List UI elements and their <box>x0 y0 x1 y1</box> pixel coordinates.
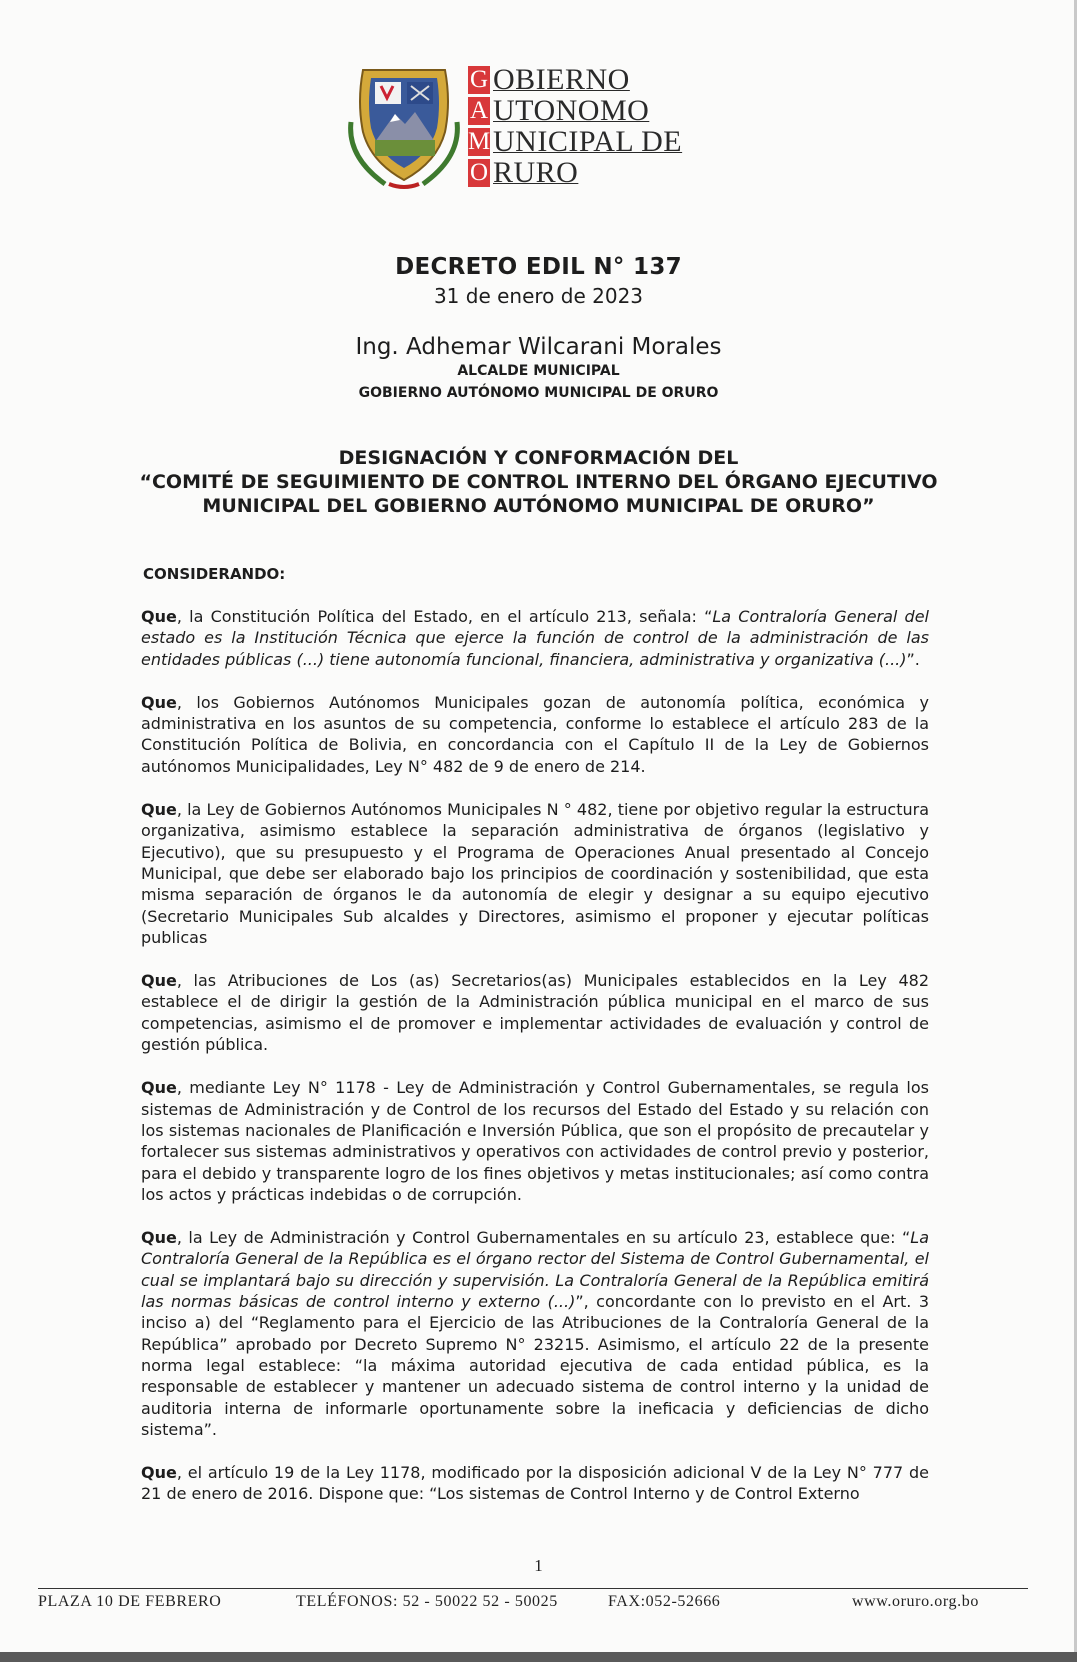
paragraph-text: , la Constitución Política del Estado, en el artículo 213, señala: “ <box>176 607 713 626</box>
considerando-paragraph <box>141 1227 929 1440</box>
considerando-paragraph <box>141 1077 929 1205</box>
footer-divider <box>38 1588 1028 1589</box>
subject-line: MUNICIPAL DEL GOBIERNO AUTÓNOMO MUNICIPAL DE ORURO” <box>202 495 875 517</box>
municipal-logo <box>345 62 730 194</box>
document-body <box>141 606 929 1527</box>
subject-line: “COMITÉ DE SEGUIMIENTO DE CONTROL INTERNO DEL ÓRGANO EJECUTIVO <box>139 471 938 493</box>
paragraph-lead: Que <box>141 1078 177 1098</box>
institution-name-line: UNICIPAL DE <box>493 125 683 158</box>
considerando-heading: CONSIDERANDO: <box>143 565 286 583</box>
paragraph-lead: Que <box>141 607 177 626</box>
considerando-paragraph <box>141 1462 929 1505</box>
paragraph-lead: Que <box>141 1463 177 1483</box>
paragraph-text: ”, concordante con lo previsto en el Art. 3 inciso a) del “Reglamento para el Ejercicio de las Atribuciones de la Contraloría General de la República” aprobado por Decreto Supremo N° 23215. Asimismo, el artículo 22 de la presente norma legal establece: “la máxima autoridad ejecutiva de cada entidad pública, es la responsable de establecer y mantener un adecuado sistema de control interno y la unidad de auditoria interna de informarle oportunamente sobre la ineficacia y deficiencias de dicho sistema”. <box>141 1292 929 1439</box>
considerando-paragraph <box>141 692 929 777</box>
paragraph-quote: La Contraloría General de la República es el órgano rector del Sistema de Control Gubernamental, el cual se implantará bajo su dirección y supervisión. La Contraloría General de la República emitirá las normas básicas de control interno y externo (...) <box>141 1228 929 1312</box>
paragraph-lead: Que <box>141 971 177 991</box>
institution-name <box>493 63 683 190</box>
organization-name: GOBIERNO AUTÓNOMO MUNICIPAL DE ORURO <box>358 385 719 401</box>
institution-name-line: RURO <box>493 156 579 189</box>
decree-date: 31 de enero de 2023 <box>433 284 644 308</box>
acronym-letter: M <box>468 128 491 155</box>
decree-title: DECRETO EDIL N° 137 <box>395 254 682 280</box>
paragraph-text: ”. <box>906 649 920 669</box>
paragraph-text: , el artículo 19 de la Ley 1178, modificado por la disposición adicional V de la Ley N° 777 de 21 de enero de 2016. Dispone que: “Los sistemas de Control Interno y de Control Externo <box>141 1463 929 1504</box>
footer-address: PLAZA 10 DE FEBRERO <box>38 1593 222 1610</box>
considerando-paragraph <box>141 970 929 1055</box>
footer-fax: FAX:052-52666 <box>608 1593 721 1610</box>
paragraph-text: , mediante Ley N° 1178 - Ley de Administración y Control Gubernamentales, se regula los sistemas de Administración y de Control de los recursos del Estado del Estado y su relación con los sistemas nacionales de Planificación e Inversión Pública, que son el propósito de precautelar y fortalecer sus sistemas administrativos y operativos con actividades de control previo y posterior, para el debido y transparente logro de los fines objetivos y metas institucionales; así como contra los actos y prácticas indebidas o de corrupción. <box>141 1078 929 1204</box>
acronym-column <box>468 66 490 190</box>
subject-line: DESIGNACIÓN Y CONFORMACIÓN DEL <box>338 447 739 469</box>
paragraph-text: , la Ley de Gobiernos Autónomos Municipales N ° 482, tiene por objetivo regular la estructura organizativa, asimismo establece la separación administrativa de órganos (legislativo y Ejecutivo), que su presupuesto y el Programa de Operaciones Anual presentado al Concejo Municipal, que debe ser elaborado bajo los principios de coordinación y sostenibilidad, que esta misma separación de órganos le da autonomía de elegir y designar a su equipo ejecutivo (Secretario Municipales Sub alcaldes y Directores, asimismo el proponer y ejecutar políticas publicas <box>141 800 929 947</box>
paragraph-quote: La Contraloría General del estado es la Institución Técnica que ejerce la función de control de la administración de las entidades públicas (...) tiene autonomía funcional, financiera, administrativa y organizativa (...) <box>141 607 929 669</box>
paragraph-lead: Que <box>141 692 177 712</box>
paragraph-text: , la Ley de Administración y Control Gubernamentales en su artículo 23, establece que: “ <box>176 1228 911 1248</box>
official-role: ALCALDE MUNICIPAL <box>457 363 620 379</box>
paragraph-lead: Que <box>141 800 177 820</box>
paragraph-text: , las Atribuciones de Los (as) Secretarios(as) Municipales establecidos en la Ley 482 establece el de dirigir la gestión de la Administración pública municipal en el marco de sus competencias, asimismo el de promover e implementar actividades de evaluación y control de gestión pública. <box>141 971 929 1055</box>
page-number: 1 <box>534 1556 543 1575</box>
acronym-letter: A <box>469 97 489 124</box>
institution-name-line: UTONOMO <box>493 94 650 127</box>
considerando-paragraph <box>141 606 929 670</box>
considerando-paragraph <box>141 799 929 948</box>
paragraph-text: , los Gobiernos Autónomos Municipales gozan de autonomía política, económica y administrativa en los asuntos de su competencia, conforme lo establece el artículo 283 de la Constitución Política de Bolivia, en concordancia con el Capítulo II de la Ley de Gobiernos autónomos Municipalidades, Ley N° 482 de 9 de enero de 214. <box>141 692 929 776</box>
decree-subject <box>0 446 1077 518</box>
institution-name-line: OBIERNO <box>493 63 630 96</box>
official-name: Ing. Adhemar Wilcarani Morales <box>355 334 722 360</box>
acronym-letter: G <box>469 66 489 93</box>
coat-of-arms-emblem <box>345 62 463 192</box>
scan-edge-bottom <box>0 1652 1077 1662</box>
acronym-letter: O <box>469 159 489 186</box>
footer-website[interactable]: www.oruro.org.bo <box>852 1593 979 1610</box>
paragraph-lead: Que <box>141 1228 177 1248</box>
footer-phones: TELÉFONOS: 52 - 50022 52 - 50025 <box>296 1593 558 1610</box>
